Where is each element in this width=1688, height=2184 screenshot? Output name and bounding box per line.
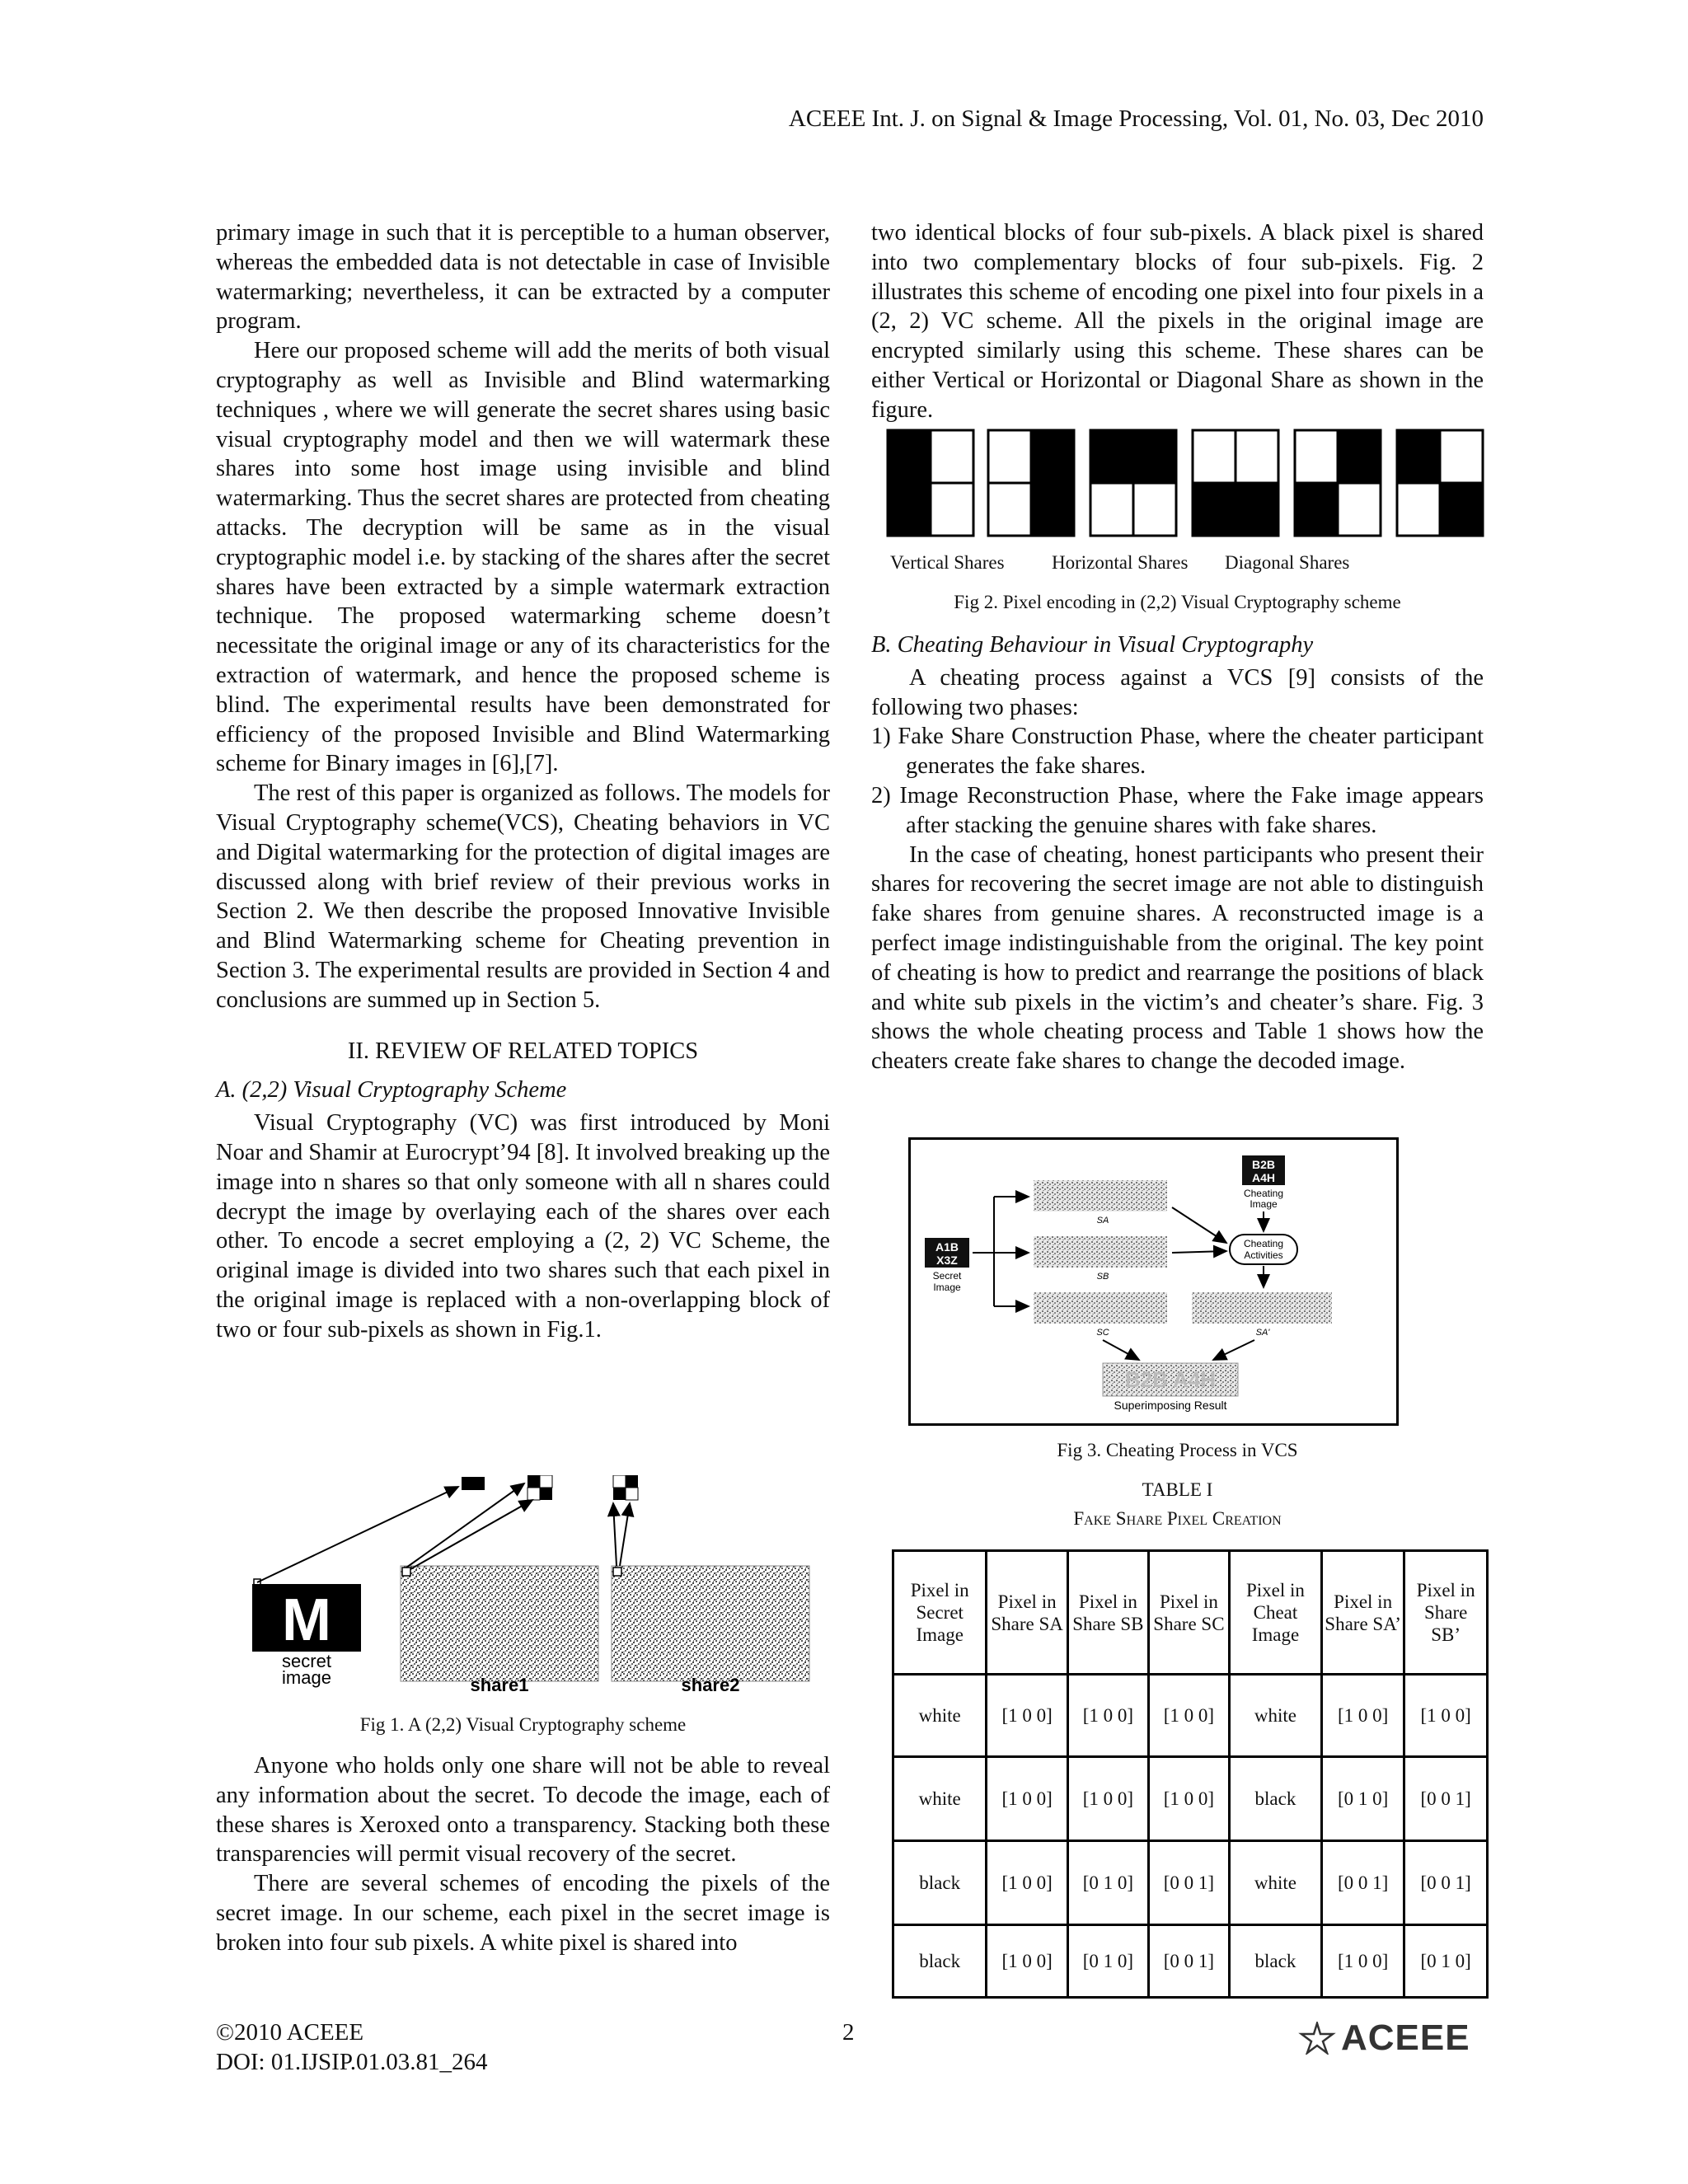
logo-text: ACEEE — [1341, 2018, 1470, 2058]
paragraph: primary image in such that it is perceptible to a human observer, whereas the embedded data is not detectable in case of Invisible watermarking; nevertheless, it can be extracted by a computer program. — [216, 220, 830, 335]
svg-text:SB: SB — [1096, 1272, 1109, 1282]
table-header-cell: Pixel in Cheat Image — [1229, 1551, 1321, 1675]
svg-text:Cheating: Cheating — [1243, 1188, 1284, 1199]
table-cell: black — [1229, 1925, 1321, 1998]
figure-2-caption: Fig 2. Pixel encoding in (2,2) Visual Cryptography scheme — [954, 592, 1401, 612]
list-item: 1) Fake Share Construction Phase, where the cheater participant generates the fake shares. — [871, 724, 1484, 780]
fig2-label-horizontal: Horizontal Shares — [1052, 552, 1189, 573]
right-column — [871, 218, 1484, 425]
paragraph: A cheating process against a VCS [9] consists of the following two phases: — [871, 664, 1484, 720]
table-cell: [0 1 0] — [1067, 1841, 1148, 1925]
paragraph: two identical blocks of four sub-pixels. A black pixel is shared into two complementary blocks of four sub-pixels. Fig. 2 illustrates this scheme of encoding one pixel into four pixels in a (2, 2) VC scheme. All the pixels in the original image are encrypted similarly using this scheme. These shares can be either Vertical or Horizontal or Diagonal Share as shown in the figure. — [871, 220, 1484, 423]
svg-text:B2B A4H: B2B A4H — [1124, 1367, 1217, 1392]
svg-text:SA: SA — [1096, 1216, 1109, 1226]
paragraph: There are several schemes of encoding the pixels of the secret image. In our scheme, each pixel in the secret image is broken into four sub pixels. A white pixel is shared into — [216, 1871, 830, 1956]
svg-text:secret: secret — [282, 1651, 331, 1671]
table-cell: [0 0 1] — [1148, 1925, 1229, 1998]
paragraph: Visual Cryptography (VC) was first introduced by Moni Noar and Shamir at Eurocrypt’94 [8]. It involved breaking up the image into n shares so that only someone with all n shares could decrypt the image by overlaying each of the shares over each other. To encode a secret employing a (2, 2) VC Scheme, the original image is divided into two shares such that each pixel in the original image is replaced with a non-overlapping block of two or four sub-pixels as shown in Fig.1. — [216, 1110, 830, 1343]
table-cell: [1 0 0] — [1148, 1675, 1229, 1757]
table-cell: [1 0 0] — [987, 1841, 1067, 1925]
table-cell: black — [893, 1925, 987, 1998]
fig1-diagram — [247, 1475, 824, 1706]
figure-1-caption: Fig 1. A (2,2) Visual Cryptography scheme — [359, 1714, 687, 1735]
table-cell: [0 0 1] — [1404, 1757, 1488, 1841]
table-subtitle: Fake Share Pixel Creation — [1073, 1508, 1282, 1529]
table-cell: [1 0 0] — [1321, 1675, 1404, 1757]
table-fake-share-pixel-creation — [892, 1549, 1489, 1999]
table-header-row — [893, 1551, 1488, 1675]
svg-text:X3Z: X3Z — [936, 1254, 958, 1267]
page-number: 2 — [842, 2019, 855, 2046]
table-cell: [1 0 0] — [1148, 1757, 1229, 1841]
table-cell: white — [893, 1757, 987, 1841]
svg-text:SC: SC — [1096, 1328, 1109, 1338]
svg-text:Image: Image — [933, 1282, 961, 1293]
footer-doi: DOI: 01.IJSIP.01.03.81_264 — [216, 2049, 488, 2075]
fig3-cheating-process — [908, 1137, 1399, 1426]
table-cell: [0 0 1] — [1321, 1841, 1404, 1925]
table-header-cell: Pixel in Share SA — [987, 1551, 1067, 1675]
table-header-cell: Pixel in Secret Image — [893, 1551, 987, 1675]
svg-text:Superimposing Result: Superimposing Result — [1114, 1399, 1227, 1412]
table-row — [893, 1925, 1488, 1998]
table-header-cell: Pixel in Share SC — [1148, 1551, 1229, 1675]
svg-text:Cheating: Cheating — [1243, 1238, 1284, 1249]
table-cell: white — [1229, 1675, 1321, 1757]
figure-3 — [908, 1137, 1399, 1426]
figure-1 — [247, 1475, 824, 1706]
table-cell: [1 0 0] — [1321, 1925, 1404, 1998]
aceee-logo — [1298, 2018, 1470, 2059]
table-row — [893, 1841, 1488, 1925]
svg-text:B2B: B2B — [1251, 1158, 1276, 1171]
footer-copyright: ©2010 ACEEE — [216, 2019, 364, 2046]
table-header-cell: Pixel in Share SB’ — [1404, 1551, 1488, 1675]
table-header-cell: Pixel in Share SA’ — [1321, 1551, 1404, 1675]
figure-3-caption: Fig 3. Cheating Process in VCS — [1057, 1440, 1298, 1460]
paragraph: The rest of this paper is organized as follows. The models for Visual Cryptography scheme(VCS), Cheating behaviors in VC and Digital watermarking for the protection of digital images are discussed along with brief review of their previous works in Section 2. We then describe the proposed Innovative Invisible and Blind Watermarking scheme for Cheating prevention in Section 3. The experimental results are provided in Section 4 and conclusions are summed up in Section 5. — [216, 780, 830, 1013]
svg-text:share1: share1 — [470, 1675, 529, 1695]
fig2-pixel-blocks — [886, 429, 1488, 540]
table-cell: [1 0 0] — [987, 1675, 1067, 1757]
subsection-heading: A. (2,2) Visual Cryptography Scheme — [216, 1077, 567, 1104]
fig2-label-diagonal: Diagonal Shares — [1225, 552, 1350, 573]
list-item: 2) Image Reconstruction Phase, where the Fake image appears after stacking the genuine shares with fake shares. — [871, 782, 1484, 838]
table-row — [893, 1675, 1488, 1757]
table-cell: [1 0 0] — [987, 1757, 1067, 1841]
table-header-cell: Pixel in Share SB — [1067, 1551, 1148, 1675]
left-column — [216, 218, 830, 1344]
figure-2 — [886, 429, 1488, 540]
svg-text:A4H: A4H — [1251, 1171, 1276, 1184]
running-header: ACEEE Int. J. on Signal & Image Processing, Vol. 01, No. 03, Dec 2010 — [788, 105, 1484, 132]
svg-text:SA': SA' — [1255, 1328, 1270, 1338]
table-cell: [0 1 0] — [1404, 1925, 1488, 1998]
table-cell: black — [893, 1841, 987, 1925]
table-cell: [1 0 0] — [1067, 1757, 1148, 1841]
table-cell: white — [1229, 1841, 1321, 1925]
share1-image — [401, 1566, 598, 1681]
table-row — [893, 1757, 1488, 1841]
svg-text:share2: share2 — [681, 1675, 740, 1695]
table-cell: [0 1 0] — [1321, 1757, 1404, 1841]
table-title: TABLE I — [1142, 1479, 1213, 1500]
svg-text:Activities: Activities — [1244, 1249, 1283, 1261]
table-cell: [1 0 0] — [1404, 1675, 1488, 1757]
subsection-heading: B. Cheating Behaviour in Visual Cryptography — [871, 632, 1314, 658]
table-cell: [1 0 0] — [987, 1925, 1067, 1998]
share2-image — [612, 1566, 809, 1681]
svg-text:A1B: A1B — [935, 1240, 959, 1254]
table-cell: white — [893, 1675, 987, 1757]
paragraph: Here our proposed scheme will add the merits of both visual cryptography as well as Invisible and Blind watermarking techniques , where we will generate the secret shares using basic visual cryptography model and then we will watermark these shares into some host image using invisible and blind watermarking. Thus the secret shares are protected from cheating attacks. The decryption will be same as in the visual cryptographic model i.e. by stacking of the shares after the secret shares have been extracted by a simple watermark extraction technique. The proposed watermarking scheme doesn’t necessitate the original image or any of its characteristics for the extraction of watermark, and hence the proposed scheme is blind. The experimental results have been demonstrated for efficiency of the proposed Invisible and Blind Watermarking scheme for Binary images in [6],[7]. — [216, 338, 830, 777]
svg-text:M: M — [282, 1587, 331, 1653]
star-logo-icon — [1298, 2022, 1336, 2055]
svg-text:Image: Image — [1250, 1198, 1278, 1210]
table-cell: [0 1 0] — [1067, 1925, 1148, 1998]
table-cell: [1 0 0] — [1067, 1675, 1148, 1757]
table-cell: [0 0 1] — [1148, 1841, 1229, 1925]
paragraph: Anyone who holds only one share will not be able to reveal any information about the secret. To decode the image, each of these shares is Xeroxed onto a transparency. Stacking both these transparencies will permit visual recovery of the secret. — [216, 1753, 830, 1868]
paragraph: In the case of cheating, honest participants who present their shares for recovering the secret image are not able to distinguish fake shares from genuine shares. A reconstructed image is a perfect image indistinguishable from the original. The key point of cheating is how to predict and rearrange the positions of black and white sub pixels in the victim’s and cheater’s share. Fig. 3 shows the whole cheating process and Table 1 shows how the cheaters create fake shares to change the decoded image. — [871, 841, 1484, 1075]
svg-text:Secret: Secret — [932, 1270, 962, 1282]
fig2-label-vertical: Vertical Shares — [890, 552, 1005, 573]
section-heading: II. REVIEW OF RELATED TOPICS — [347, 1038, 699, 1064]
table-cell: [0 0 1] — [1404, 1841, 1488, 1925]
right-column-middle — [871, 630, 1484, 1076]
table-cell: black — [1229, 1757, 1321, 1841]
left-column-lower — [216, 1751, 830, 1958]
svg-text:image: image — [282, 1667, 331, 1688]
